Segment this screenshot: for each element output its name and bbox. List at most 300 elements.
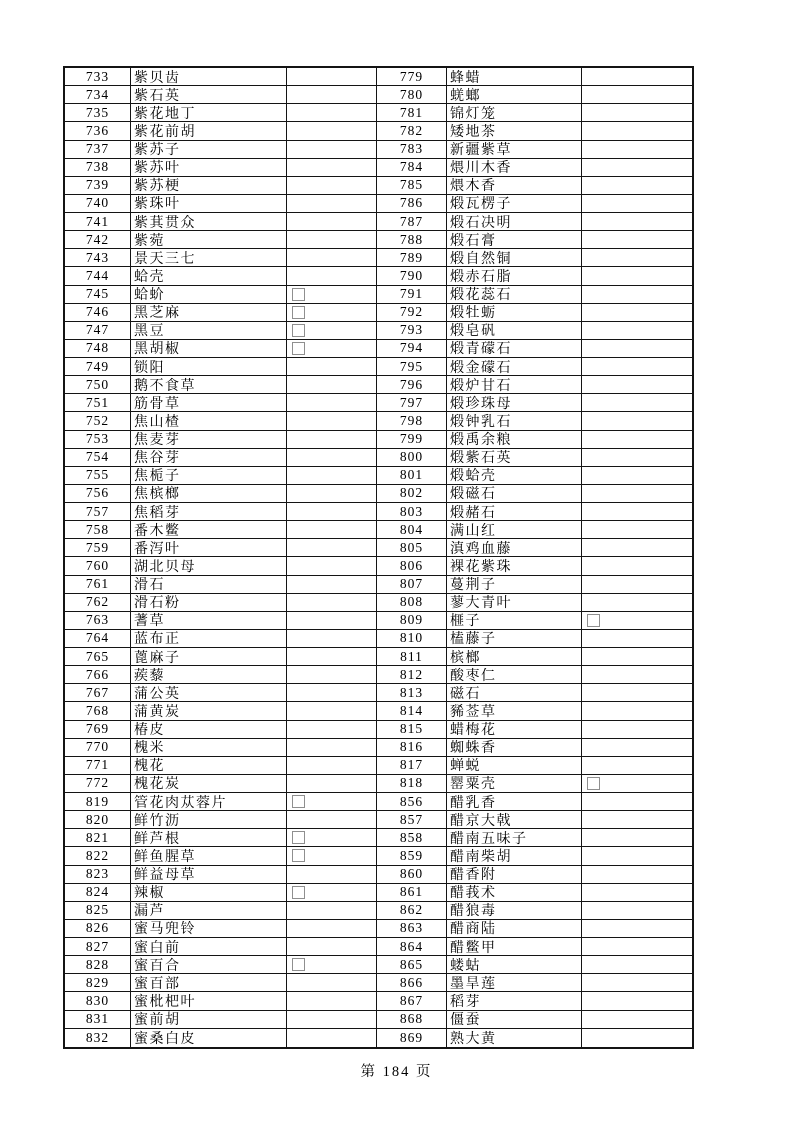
right-status-cell bbox=[582, 920, 692, 938]
right-medicine-name: 煅青礞石 bbox=[450, 342, 512, 358]
left-medicine-name: 鹅不食草 bbox=[134, 378, 196, 394]
left-medicine-name: 椿皮 bbox=[134, 723, 165, 739]
right-medicine-name: 稻芽 bbox=[450, 994, 481, 1010]
right-name-cell bbox=[447, 267, 582, 285]
right-status-cell bbox=[582, 721, 692, 739]
right-status-cell bbox=[582, 793, 692, 811]
left-medicine-name: 焦稻芽 bbox=[134, 505, 181, 521]
left-medicine-name: 辣椒 bbox=[134, 886, 165, 902]
right-index-number: 780 bbox=[399, 86, 424, 102]
left-index-cell bbox=[65, 920, 131, 938]
right-index-cell bbox=[377, 358, 447, 376]
left-index-number: 751 bbox=[85, 394, 110, 410]
right-index-cell bbox=[377, 612, 447, 630]
left-status-cell bbox=[287, 122, 377, 140]
left-name-cell bbox=[131, 992, 287, 1010]
checkbox-icon bbox=[587, 777, 600, 790]
right-medicine-name: 醋狼毒 bbox=[450, 904, 497, 920]
right-status-cell bbox=[582, 177, 692, 195]
right-index-cell bbox=[377, 576, 447, 594]
left-status-cell bbox=[287, 721, 377, 739]
right-index-cell bbox=[377, 648, 447, 666]
left-index-number: 745 bbox=[85, 286, 110, 302]
right-index-cell bbox=[377, 884, 447, 902]
left-status-cell bbox=[287, 1011, 377, 1029]
left-index-cell bbox=[65, 1011, 131, 1029]
right-index-cell bbox=[377, 811, 447, 829]
left-index-number: 824 bbox=[85, 884, 110, 900]
left-medicine-name: 番木鳖 bbox=[134, 523, 181, 539]
left-name-cell bbox=[131, 485, 287, 503]
right-status-cell bbox=[582, 340, 692, 358]
left-status-cell bbox=[287, 684, 377, 702]
left-name-cell bbox=[131, 122, 287, 140]
left-status-cell bbox=[287, 702, 377, 720]
left-medicine-name: 焦谷芽 bbox=[134, 451, 181, 467]
left-index-cell bbox=[65, 322, 131, 340]
right-index-number: 798 bbox=[399, 412, 424, 428]
left-medicine-name: 滑石粉 bbox=[134, 596, 181, 612]
right-index-cell bbox=[377, 557, 447, 575]
right-name-cell bbox=[447, 1029, 582, 1047]
right-index-number: 794 bbox=[399, 340, 424, 356]
left-status-cell bbox=[287, 322, 377, 340]
left-index-number: 826 bbox=[85, 920, 110, 936]
right-medicine-name: 蜘蛛香 bbox=[450, 741, 497, 757]
right-index-number: 817 bbox=[399, 757, 424, 773]
right-name-cell bbox=[447, 141, 582, 159]
left-index-cell bbox=[65, 521, 131, 539]
left-status-cell bbox=[287, 648, 377, 666]
left-index-cell bbox=[65, 902, 131, 920]
left-status-cell bbox=[287, 594, 377, 612]
left-index-number: 740 bbox=[85, 195, 110, 211]
right-name-cell bbox=[447, 829, 582, 847]
right-name-cell bbox=[447, 648, 582, 666]
left-medicine-name: 鲜芦根 bbox=[134, 831, 181, 847]
right-status-cell bbox=[582, 739, 692, 757]
left-index-number: 752 bbox=[85, 412, 110, 428]
left-medicine-name: 黑豆 bbox=[134, 324, 165, 340]
right-name-cell bbox=[447, 539, 582, 557]
right-index-number: 806 bbox=[399, 557, 424, 573]
right-medicine-name: 煅花蕊石 bbox=[450, 288, 512, 304]
right-status-cell bbox=[582, 630, 692, 648]
left-index-cell bbox=[65, 630, 131, 648]
left-index-cell bbox=[65, 467, 131, 485]
right-index-cell bbox=[377, 231, 447, 249]
right-index-number: 788 bbox=[399, 231, 424, 247]
left-medicine-name: 鲜竹沥 bbox=[134, 813, 181, 829]
left-status-cell bbox=[287, 503, 377, 521]
left-medicine-name: 蓍草 bbox=[134, 614, 165, 630]
right-name-cell bbox=[447, 122, 582, 140]
right-name-cell bbox=[447, 902, 582, 920]
right-name-cell bbox=[447, 376, 582, 394]
right-status-cell bbox=[582, 485, 692, 503]
right-name-cell bbox=[447, 431, 582, 449]
right-medicine-name: 醋香附 bbox=[450, 868, 497, 884]
left-index-number: 743 bbox=[85, 249, 110, 265]
right-medicine-name: 豨莶草 bbox=[450, 704, 497, 720]
right-name-cell bbox=[447, 195, 582, 213]
left-index-cell bbox=[65, 340, 131, 358]
right-index-cell bbox=[377, 521, 447, 539]
right-index-cell bbox=[377, 1029, 447, 1047]
left-name-cell bbox=[131, 286, 287, 304]
left-name-cell bbox=[131, 938, 287, 956]
right-index-number: 786 bbox=[399, 195, 424, 211]
right-status-cell bbox=[582, 866, 692, 884]
left-name-cell bbox=[131, 521, 287, 539]
right-status-cell bbox=[582, 412, 692, 430]
left-name-cell bbox=[131, 449, 287, 467]
right-name-cell bbox=[447, 884, 582, 902]
right-index-cell bbox=[377, 974, 447, 992]
right-index-cell bbox=[377, 539, 447, 557]
right-name-cell bbox=[447, 159, 582, 177]
left-medicine-name: 紫珠叶 bbox=[134, 197, 181, 213]
right-index-cell bbox=[377, 902, 447, 920]
left-name-cell bbox=[131, 594, 287, 612]
left-medicine-name: 焦槟榔 bbox=[134, 487, 181, 503]
right-status-cell bbox=[582, 286, 692, 304]
left-name-cell bbox=[131, 68, 287, 86]
left-status-cell bbox=[287, 847, 377, 865]
right-name-cell bbox=[447, 249, 582, 267]
left-status-cell bbox=[287, 539, 377, 557]
right-name-cell bbox=[447, 503, 582, 521]
right-status-cell bbox=[582, 86, 692, 104]
right-name-cell bbox=[447, 304, 582, 322]
right-status-cell bbox=[582, 304, 692, 322]
left-status-cell bbox=[287, 1029, 377, 1047]
right-status-cell bbox=[582, 267, 692, 285]
right-status-cell bbox=[582, 648, 692, 666]
right-index-number: 783 bbox=[399, 141, 424, 157]
left-index-cell bbox=[65, 86, 131, 104]
right-index-cell bbox=[377, 68, 447, 86]
left-medicine-name: 槐花炭 bbox=[134, 777, 181, 793]
right-status-cell bbox=[582, 576, 692, 594]
right-medicine-name: 裸花紫珠 bbox=[450, 559, 512, 575]
left-index-number: 766 bbox=[85, 666, 110, 682]
right-index-cell bbox=[377, 721, 447, 739]
left-name-cell bbox=[131, 539, 287, 557]
left-medicine-name: 黑胡椒 bbox=[134, 342, 181, 358]
right-status-cell bbox=[582, 829, 692, 847]
right-index-number: 801 bbox=[399, 467, 424, 483]
checkbox-icon bbox=[292, 886, 305, 899]
left-medicine-name: 蒲黄炭 bbox=[134, 704, 181, 720]
right-index-number: 789 bbox=[399, 249, 424, 265]
left-name-cell bbox=[131, 231, 287, 249]
left-name-cell bbox=[131, 866, 287, 884]
left-name-cell bbox=[131, 322, 287, 340]
right-name-cell bbox=[447, 811, 582, 829]
right-index-number: 785 bbox=[399, 177, 424, 193]
left-index-number: 748 bbox=[85, 340, 110, 356]
left-status-cell bbox=[287, 104, 377, 122]
left-index-cell bbox=[65, 431, 131, 449]
left-status-cell bbox=[287, 866, 377, 884]
right-index-number: 815 bbox=[399, 721, 424, 737]
left-index-cell bbox=[65, 412, 131, 430]
left-index-cell bbox=[65, 449, 131, 467]
left-status-cell bbox=[287, 467, 377, 485]
left-index-cell bbox=[65, 539, 131, 557]
right-medicine-name: 煅紫石英 bbox=[450, 451, 512, 467]
right-medicine-name: 蜣螂 bbox=[450, 88, 481, 104]
right-index-cell bbox=[377, 847, 447, 865]
left-index-cell bbox=[65, 141, 131, 159]
right-index-cell bbox=[377, 376, 447, 394]
right-index-cell bbox=[377, 431, 447, 449]
right-medicine-name: 蜡梅花 bbox=[450, 723, 497, 739]
right-index-cell bbox=[377, 104, 447, 122]
left-index-number: 756 bbox=[85, 485, 110, 501]
left-index-number: 828 bbox=[85, 956, 110, 972]
left-name-cell bbox=[131, 358, 287, 376]
left-status-cell bbox=[287, 793, 377, 811]
right-index-cell bbox=[377, 86, 447, 104]
left-status-cell bbox=[287, 938, 377, 956]
left-index-number: 829 bbox=[85, 974, 110, 990]
right-index-cell bbox=[377, 213, 447, 231]
right-medicine-name: 墨旱莲 bbox=[450, 976, 497, 992]
left-index-number: 757 bbox=[85, 503, 110, 519]
left-status-cell bbox=[287, 811, 377, 829]
left-index-number: 762 bbox=[85, 594, 110, 610]
medicine-table bbox=[63, 66, 694, 1049]
left-medicine-name: 焦麦芽 bbox=[134, 433, 181, 449]
left-index-cell bbox=[65, 394, 131, 412]
left-medicine-name: 紫石英 bbox=[134, 88, 181, 104]
left-medicine-name: 蜜白前 bbox=[134, 940, 181, 956]
right-status-cell bbox=[582, 159, 692, 177]
right-status-cell bbox=[582, 938, 692, 956]
left-medicine-name: 锁阳 bbox=[134, 360, 165, 376]
right-index-number: 804 bbox=[399, 521, 424, 537]
left-index-number: 821 bbox=[85, 829, 110, 845]
left-index-cell bbox=[65, 866, 131, 884]
right-medicine-name: 蔓荆子 bbox=[450, 578, 497, 594]
left-medicine-name: 蓝布正 bbox=[134, 632, 181, 648]
left-name-cell bbox=[131, 394, 287, 412]
left-medicine-name: 景天三七 bbox=[134, 251, 196, 267]
checkbox-icon bbox=[292, 288, 305, 301]
left-medicine-name: 槐米 bbox=[134, 741, 165, 757]
checkbox-icon bbox=[292, 342, 305, 355]
right-status-cell bbox=[582, 521, 692, 539]
right-index-cell bbox=[377, 757, 447, 775]
left-index-cell bbox=[65, 231, 131, 249]
right-name-cell bbox=[447, 684, 582, 702]
right-status-cell bbox=[582, 68, 692, 86]
left-name-cell bbox=[131, 576, 287, 594]
right-name-cell bbox=[447, 412, 582, 430]
right-medicine-name: 煅瓦楞子 bbox=[450, 197, 512, 213]
left-name-cell bbox=[131, 684, 287, 702]
right-name-cell bbox=[447, 866, 582, 884]
left-index-number: 827 bbox=[85, 938, 110, 954]
right-status-cell bbox=[582, 358, 692, 376]
right-name-cell bbox=[447, 793, 582, 811]
left-index-cell bbox=[65, 104, 131, 122]
left-status-cell bbox=[287, 304, 377, 322]
left-index-number: 830 bbox=[85, 992, 110, 1008]
right-medicine-name: 槟榔 bbox=[450, 650, 481, 666]
right-index-number: 790 bbox=[399, 267, 424, 283]
right-index-number: 782 bbox=[399, 122, 424, 138]
left-name-cell bbox=[131, 829, 287, 847]
left-name-cell bbox=[131, 920, 287, 938]
left-index-cell bbox=[65, 304, 131, 322]
left-status-cell bbox=[287, 141, 377, 159]
right-index-cell bbox=[377, 775, 447, 793]
left-medicine-name: 蜜百合 bbox=[134, 958, 181, 974]
left-index-cell bbox=[65, 702, 131, 720]
left-index-number: 750 bbox=[85, 376, 110, 392]
right-index-number: 797 bbox=[399, 394, 424, 410]
right-status-cell bbox=[582, 104, 692, 122]
right-index-cell bbox=[377, 267, 447, 285]
right-name-cell bbox=[447, 1011, 582, 1029]
left-index-cell bbox=[65, 829, 131, 847]
right-medicine-name: 煅炉甘石 bbox=[450, 378, 512, 394]
left-name-cell bbox=[131, 612, 287, 630]
left-index-number: 772 bbox=[85, 775, 110, 791]
left-name-cell bbox=[131, 159, 287, 177]
left-name-cell bbox=[131, 702, 287, 720]
right-name-cell bbox=[447, 775, 582, 793]
right-index-cell bbox=[377, 956, 447, 974]
right-index-cell bbox=[377, 340, 447, 358]
left-status-cell bbox=[287, 394, 377, 412]
left-name-cell bbox=[131, 195, 287, 213]
left-index-cell bbox=[65, 358, 131, 376]
left-index-cell bbox=[65, 775, 131, 793]
left-name-cell bbox=[131, 757, 287, 775]
left-name-cell bbox=[131, 141, 287, 159]
left-medicine-name: 蜜马兜铃 bbox=[134, 922, 196, 938]
right-index-cell bbox=[377, 666, 447, 684]
left-medicine-name: 紫花地丁 bbox=[134, 106, 196, 122]
right-medicine-name: 僵蚕 bbox=[450, 1013, 481, 1029]
right-medicine-name: 煅金礞石 bbox=[450, 360, 512, 376]
right-index-cell bbox=[377, 322, 447, 340]
left-index-cell bbox=[65, 974, 131, 992]
right-name-cell bbox=[447, 231, 582, 249]
right-medicine-name: 煅自然铜 bbox=[450, 251, 512, 267]
right-index-number: 799 bbox=[399, 431, 424, 447]
left-name-cell bbox=[131, 666, 287, 684]
right-name-cell bbox=[447, 739, 582, 757]
left-index-number: 759 bbox=[85, 539, 110, 555]
left-index-cell bbox=[65, 847, 131, 865]
left-name-cell bbox=[131, 775, 287, 793]
left-index-cell bbox=[65, 159, 131, 177]
right-medicine-name: 新疆紫草 bbox=[450, 143, 512, 159]
right-index-number: 796 bbox=[399, 376, 424, 392]
left-index-cell bbox=[65, 122, 131, 140]
right-index-number: 864 bbox=[399, 938, 424, 954]
right-index-cell bbox=[377, 249, 447, 267]
checkbox-icon bbox=[292, 795, 305, 808]
left-name-cell bbox=[131, 974, 287, 992]
right-index-cell bbox=[377, 829, 447, 847]
right-index-number: 805 bbox=[399, 539, 424, 555]
right-index-number: 859 bbox=[399, 847, 424, 863]
right-index-cell bbox=[377, 938, 447, 956]
left-index-number: 825 bbox=[85, 902, 110, 918]
right-name-cell bbox=[447, 594, 582, 612]
right-status-cell bbox=[582, 394, 692, 412]
right-medicine-name: 满山红 bbox=[450, 523, 497, 539]
checkbox-icon bbox=[292, 306, 305, 319]
left-medicine-name: 湖北贝母 bbox=[134, 559, 196, 575]
right-index-number: 860 bbox=[399, 866, 424, 882]
left-index-number: 738 bbox=[85, 159, 110, 175]
left-index-number: 764 bbox=[85, 630, 110, 646]
right-status-cell bbox=[582, 1011, 692, 1029]
left-index-number: 754 bbox=[85, 449, 110, 465]
right-index-number: 811 bbox=[400, 648, 423, 664]
left-index-cell bbox=[65, 757, 131, 775]
right-index-number: 869 bbox=[399, 1029, 424, 1045]
right-index-number: 779 bbox=[399, 68, 424, 84]
right-index-number: 808 bbox=[399, 594, 424, 610]
right-index-number: 791 bbox=[399, 286, 424, 302]
left-status-cell bbox=[287, 829, 377, 847]
right-medicine-name: 煅石膏 bbox=[450, 233, 497, 249]
right-medicine-name: 煅牡蛎 bbox=[450, 306, 497, 322]
right-index-cell bbox=[377, 594, 447, 612]
left-status-cell bbox=[287, 159, 377, 177]
right-index-cell bbox=[377, 412, 447, 430]
right-name-cell bbox=[447, 557, 582, 575]
right-index-number: 818 bbox=[399, 775, 424, 791]
left-medicine-name: 蜜枇杷叶 bbox=[134, 994, 196, 1010]
right-index-cell bbox=[377, 141, 447, 159]
right-status-cell bbox=[582, 249, 692, 267]
right-name-cell bbox=[447, 938, 582, 956]
left-status-cell bbox=[287, 213, 377, 231]
left-index-cell bbox=[65, 213, 131, 231]
right-status-cell bbox=[582, 612, 692, 630]
right-status-cell bbox=[582, 322, 692, 340]
left-status-cell bbox=[287, 68, 377, 86]
right-index-number: 809 bbox=[399, 612, 424, 628]
right-medicine-name: 醋京大戟 bbox=[450, 813, 512, 829]
right-index-cell bbox=[377, 122, 447, 140]
right-index-number: 865 bbox=[399, 956, 424, 972]
right-index-number: 816 bbox=[399, 739, 424, 755]
left-name-cell bbox=[131, 956, 287, 974]
right-index-number: 863 bbox=[399, 920, 424, 936]
left-status-cell bbox=[287, 286, 377, 304]
right-medicine-name: 煅禹余粮 bbox=[450, 433, 512, 449]
left-name-cell bbox=[131, 884, 287, 902]
right-status-cell bbox=[582, 974, 692, 992]
left-medicine-name: 紫苏叶 bbox=[134, 161, 181, 177]
left-status-cell bbox=[287, 739, 377, 757]
left-status-cell bbox=[287, 902, 377, 920]
checkbox-icon bbox=[292, 324, 305, 337]
right-name-cell bbox=[447, 485, 582, 503]
left-name-cell bbox=[131, 431, 287, 449]
left-status-cell bbox=[287, 920, 377, 938]
